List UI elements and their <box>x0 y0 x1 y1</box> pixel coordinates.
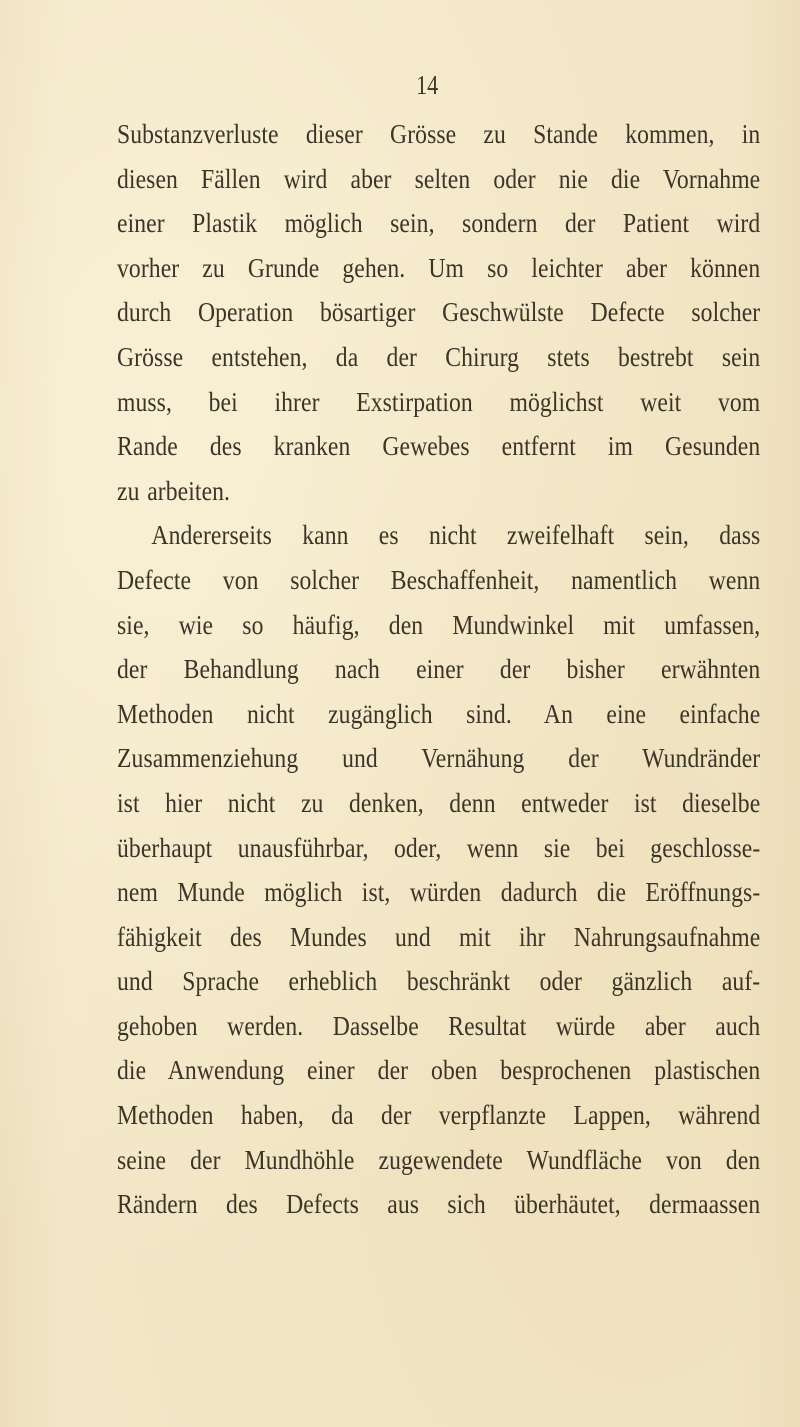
text-line: Substanzverluste dieser Grösse zu Stande kommen, in <box>117 118 761 149</box>
text-line: sie, wie so häufig, den Mundwinkel mit umfassen, <box>117 608 761 640</box>
text-line: der Behandlung nach einer der bisher erwähnten <box>117 653 761 685</box>
text-line: seine der Mundhöhle zugewendete Wundfläche von den <box>117 1143 761 1175</box>
text-line: nem Munde möglich ist, würden dadurch die Eröffnungs- <box>117 876 761 908</box>
text-line: Methoden nicht zugänglich sind. An eine einfache <box>117 697 761 729</box>
text-line: Rändern des Defects aus sich überhäutet, dermaassen <box>117 1188 761 1220</box>
text-line: Methoden haben, da der verpflanzte Lappen, während <box>117 1099 761 1131</box>
body-text <box>117 112 760 1227</box>
text-line: ist hier nicht zu denken, denn entweder ist dieselbe <box>117 786 761 818</box>
text-line: Andererseits kann es nicht zweifelhaft sein, dass <box>151 519 761 551</box>
paragraph-1 <box>117 112 760 513</box>
text-line: zu arbeiten. <box>117 474 231 506</box>
paragraph-2 <box>117 513 760 1227</box>
text-line: Zusammenziehung und Vernähung der Wundränder <box>117 742 761 774</box>
text-line: fähigkeit des Mundes und mit ihr Nahrungsaufnahme <box>117 920 761 952</box>
text-line: und Sprache erheblich beschränkt oder gänzlich auf- <box>117 965 761 997</box>
text-line: Rande des kranken Gewebes entfernt im Gesunden <box>117 430 761 462</box>
page-number: 14 <box>416 70 439 100</box>
text-line: vorher zu Grunde gehen. Um so leichter aber können <box>117 251 761 283</box>
text-line: überhaupt unausführbar, oder, wenn sie bei geschlosse- <box>117 831 761 863</box>
text-line: die Anwendung einer der oben besprochenen plastischen <box>117 1054 761 1086</box>
text-line: Defecte von solcher Beschaffenheit, namentlich wenn <box>117 563 761 595</box>
text-line: gehoben werden. Dasselbe Resultat würde aber auch <box>117 1009 761 1041</box>
text-line: durch Operation bösartiger Geschwülste Defecte solcher <box>117 296 761 328</box>
text-line: diesen Fällen wird aber selten oder nie die Vornahme <box>117 162 761 194</box>
text-line: Grösse entstehen, da der Chirurg stets bestrebt sein <box>117 340 761 372</box>
text-line: muss, bei ihrer Exstirpation möglichst weit vom <box>117 385 761 417</box>
text-line: einer Plastik möglich sein, sondern der Patient wird <box>117 207 761 239</box>
